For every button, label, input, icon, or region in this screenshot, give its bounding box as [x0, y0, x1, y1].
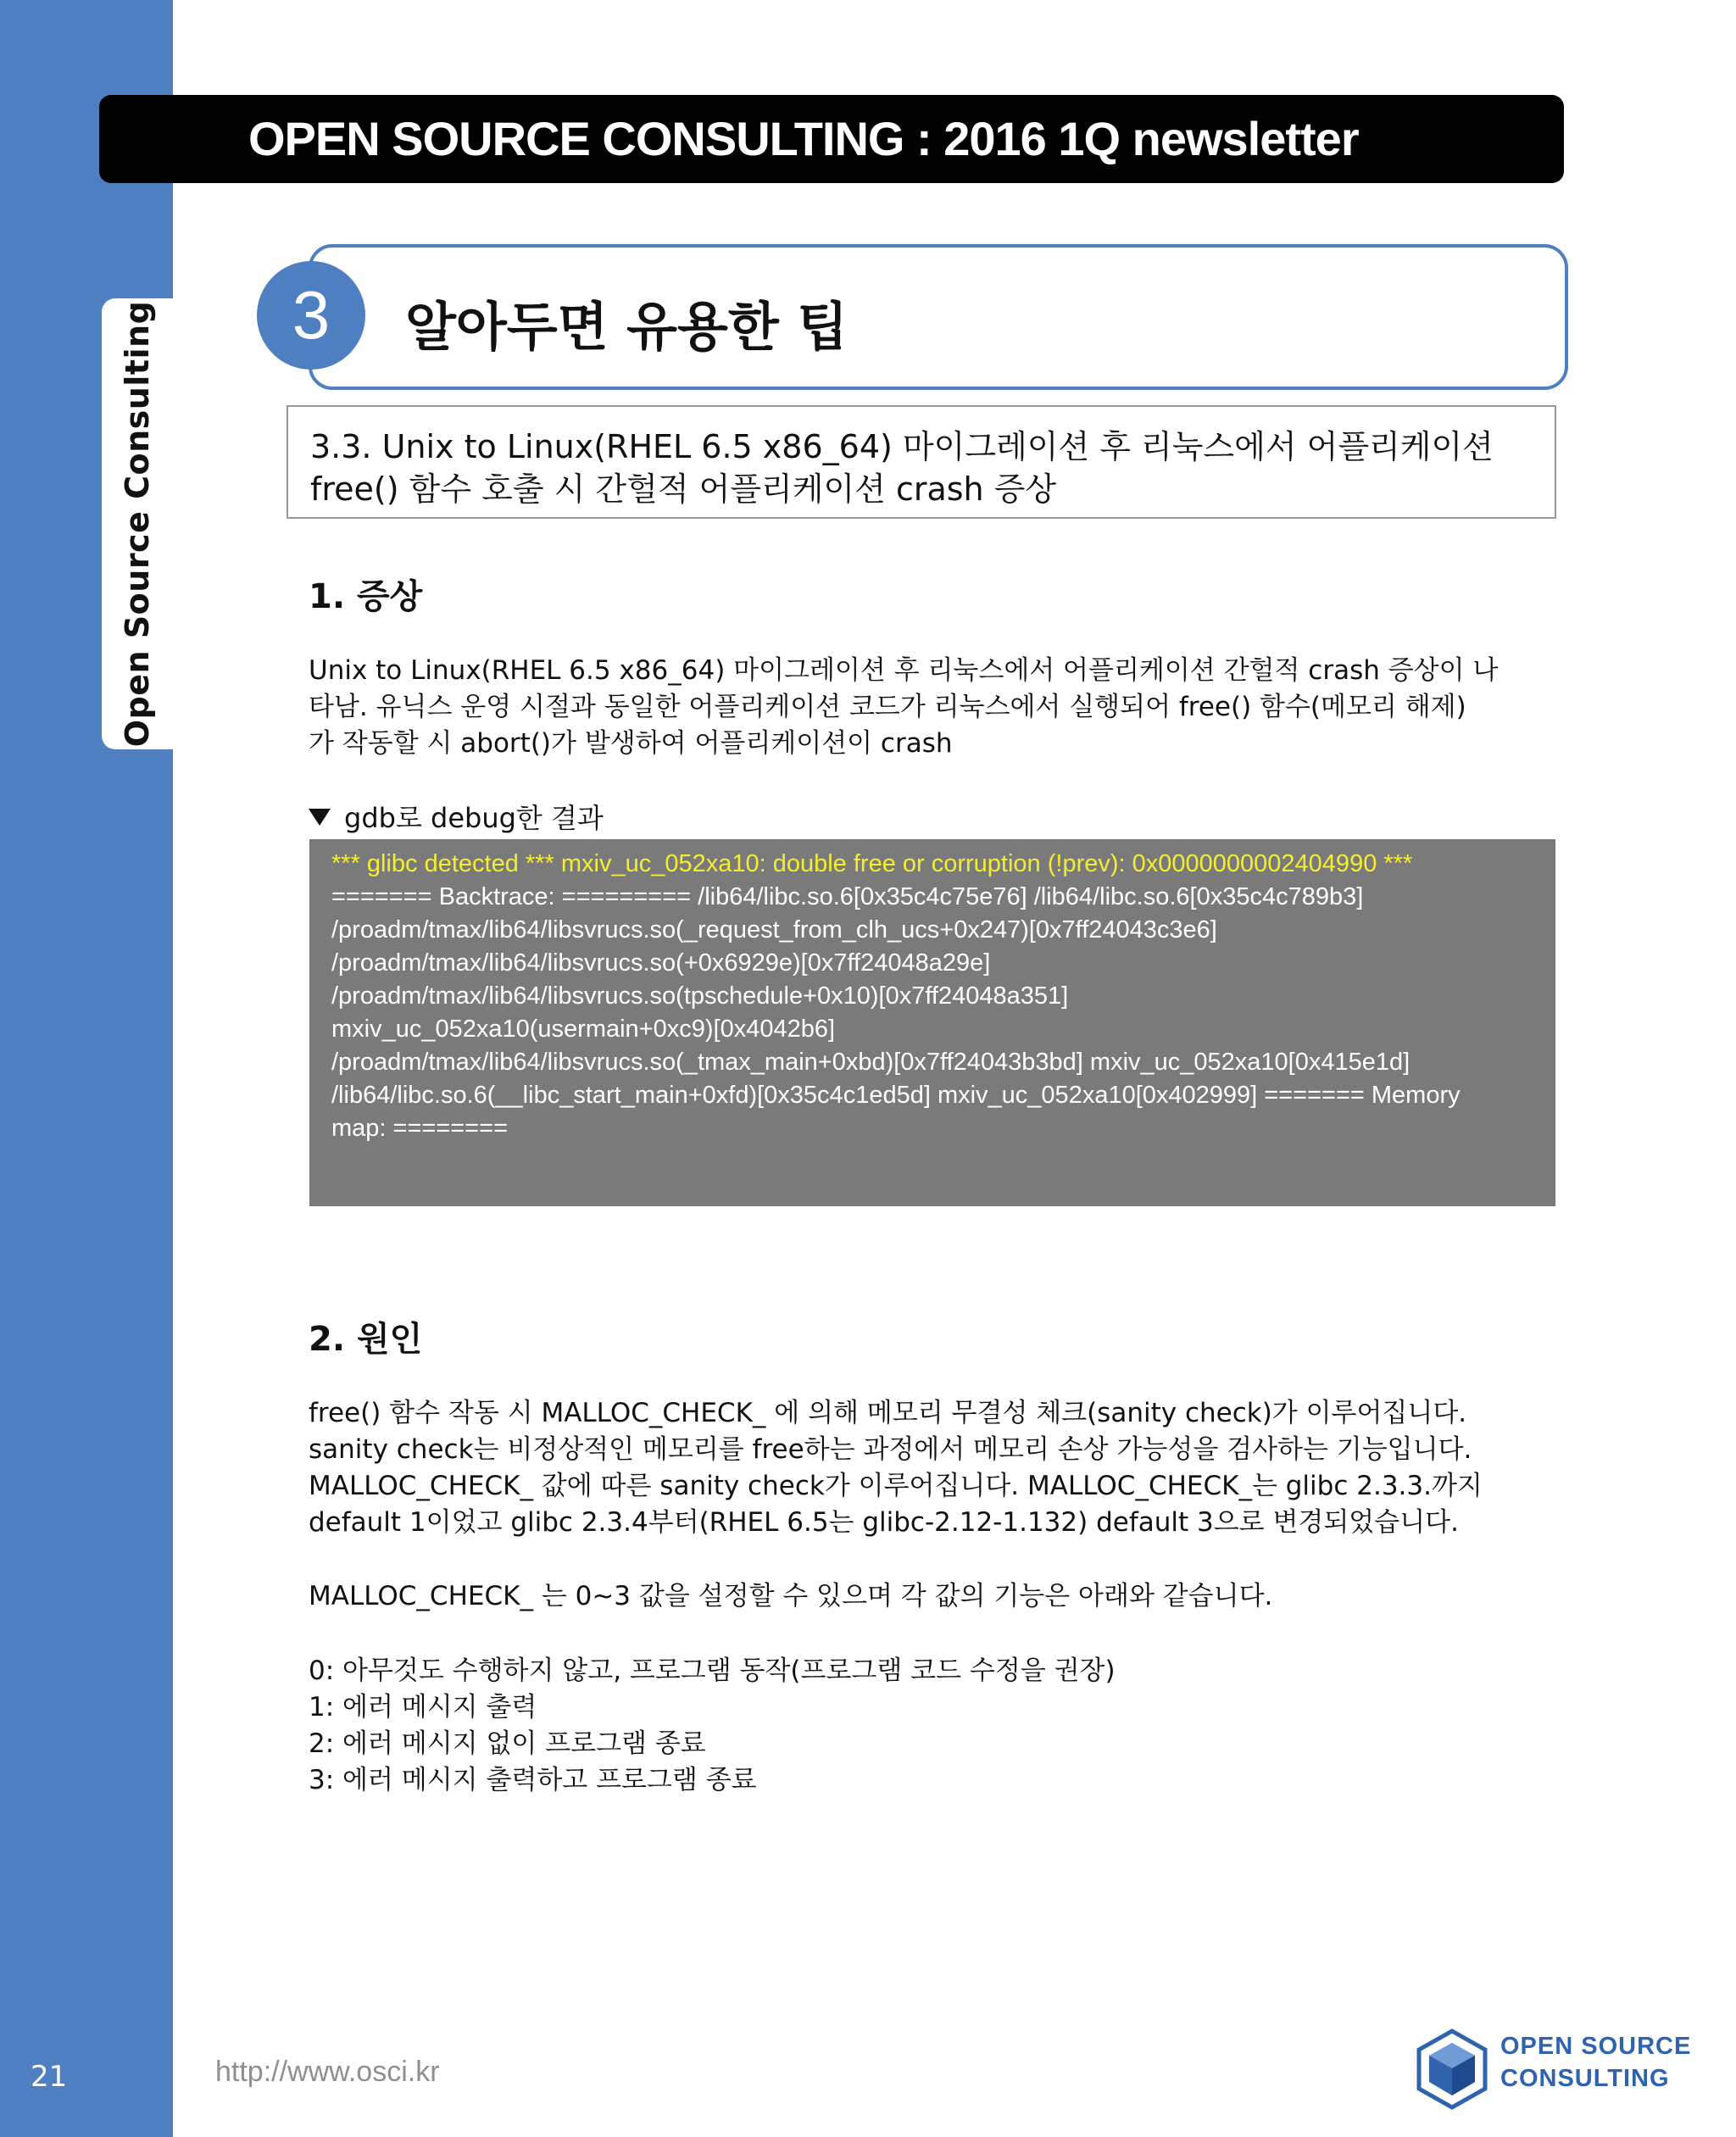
code-line: /proadm/tmax/lib64/libsvrucs.so(_tmax_main+0xbd)[0x7ff24043b3bd] mxiv_uc_052xa10[0x415e1d] — [331, 1049, 1410, 1076]
newsletter-banner — [99, 95, 1564, 183]
section-number: 3 — [257, 261, 365, 370]
paragraph-line: Unix to Linux(RHEL 6.5 x86_64) 마이그레이션 후 리눅스에서 어플리케이션 간헐적 crash 증상이 나 — [309, 655, 1499, 686]
article-title-box — [287, 405, 1556, 519]
paragraph-line: default 1이었고 glibc 2.3.4부터(RHEL 6.5는 glibc-2.12-1.132) default 3으로 변경되었습니다. — [309, 1507, 1459, 1538]
option-item: 0: 아무것도 수행하지 않고, 프로그램 동작(프로그램 코드 수정을 권장) — [309, 1656, 1116, 1686]
side-tab-label: Open Source Consulting — [119, 300, 156, 748]
logo-text-line2: CONSULTING — [1500, 2065, 1670, 2092]
paragraph-line: sanity check는 비정상적인 메모리를 free하는 과정에서 메모리 손상 가능성을 검사하는 기능입니다. — [309, 1434, 1472, 1465]
footer-url[interactable]: http://www.osci.kr — [215, 2056, 440, 2088]
code-line: /lib64/libc.so.6(__libc_start_main+0xfd)[0x35c4c1ed5d] mxiv_uc_052xa10[0x402999] ======= Memory — [331, 1082, 1461, 1109]
gdb-label-text: gdb로 debug한 결과 — [344, 802, 604, 834]
article-title-line: 3.3. Unix to Linux(RHEL 6.5 x86_64) 마이그레이션 후 리눅스에서 어플리케이션 — [310, 428, 1494, 465]
article-title-line: free() 함수 호출 시 간헐적 어플리케이션 crash 증상 — [310, 470, 1057, 508]
option-item: 3: 에러 메시지 출력하고 프로그램 종료 — [309, 1765, 757, 1795]
code-line: /proadm/tmax/lib64/libsvrucs.so(_request_from_clh_ucs+0x247)[0x7ff24043c3e6] — [331, 916, 1217, 943]
code-line: /proadm/tmax/lib64/libsvrucs.so(+0x6929e)[0x7ff24048a29e] — [331, 949, 991, 977]
paragraph-line: 가 작동할 시 abort()가 발생하여 어플리케이션이 crash — [309, 728, 953, 759]
section-title: 알아두면 유용한 팁 — [405, 296, 849, 358]
malloc-check-intro — [309, 1578, 1563, 1615]
code-line: mxiv_uc_052xa10(usermain+0xc9)[0x4042b6] — [331, 1016, 836, 1043]
paragraph-line: free() 함수 작동 시 MALLOC_CHECK_ 에 의해 메모리 무결성 체크(sanity check)가 이루어집니다. — [309, 1398, 1467, 1428]
cause-paragraph — [309, 1395, 1563, 1541]
gdb-output-text — [331, 848, 1461, 1145]
option-item: 1: 에러 메시지 출력 — [309, 1692, 537, 1722]
osc-logo-icon — [1414, 2028, 1490, 2111]
paragraph-line: MALLOC_CHECK_ 값에 따른 sanity check가 이루어집니다. MALLOC_CHECK_는 glibc 2.3.3.까지 — [309, 1471, 1483, 1501]
option-item: 2: 에러 메시지 없이 프로그램 종료 — [309, 1728, 706, 1759]
code-line: ======= Backtrace: ========= /lib64/libc.so.6[0x35c4c75e76] /lib64/libc.so.6[0x35c4c789b3] — [331, 883, 1364, 910]
triangle-down-icon — [309, 809, 331, 826]
gdb-output-box — [309, 839, 1555, 1206]
code-line: map: ======== — [331, 1115, 509, 1142]
page-number: 21 — [31, 2060, 68, 2094]
malloc-check-options — [309, 1653, 1563, 1799]
gdb-label — [309, 797, 604, 836]
banner-title: OPEN SOURCE CONSULTING : 2016 1Q newsletter — [248, 112, 1359, 165]
code-line-highlight: *** glibc detected *** mxiv_uc_052xa10: double free or corruption (!prev): 0x0000000002404990 *** — [331, 850, 1413, 877]
code-line: /proadm/tmax/lib64/libsvrucs.so(tpschedule+0x10)[0x7ff24048a351] — [331, 982, 1069, 1010]
symptom-heading: 1. 증상 — [309, 577, 423, 616]
symptom-paragraph — [309, 653, 1563, 762]
paragraph-line: MALLOC_CHECK_ 는 0~3 값을 설정할 수 있으며 각 값의 기능은 아래와 같습니다. — [309, 1581, 1273, 1611]
logo-text-line1: OPEN SOURCE — [1500, 2033, 1692, 2060]
paragraph-line: 타남. 유닉스 운영 시절과 동일한 어플리케이션 코드가 리눅스에서 실행되어 free() 함수(메모리 해제) — [309, 692, 1466, 722]
cause-heading: 2. 원인 — [309, 1320, 423, 1359]
